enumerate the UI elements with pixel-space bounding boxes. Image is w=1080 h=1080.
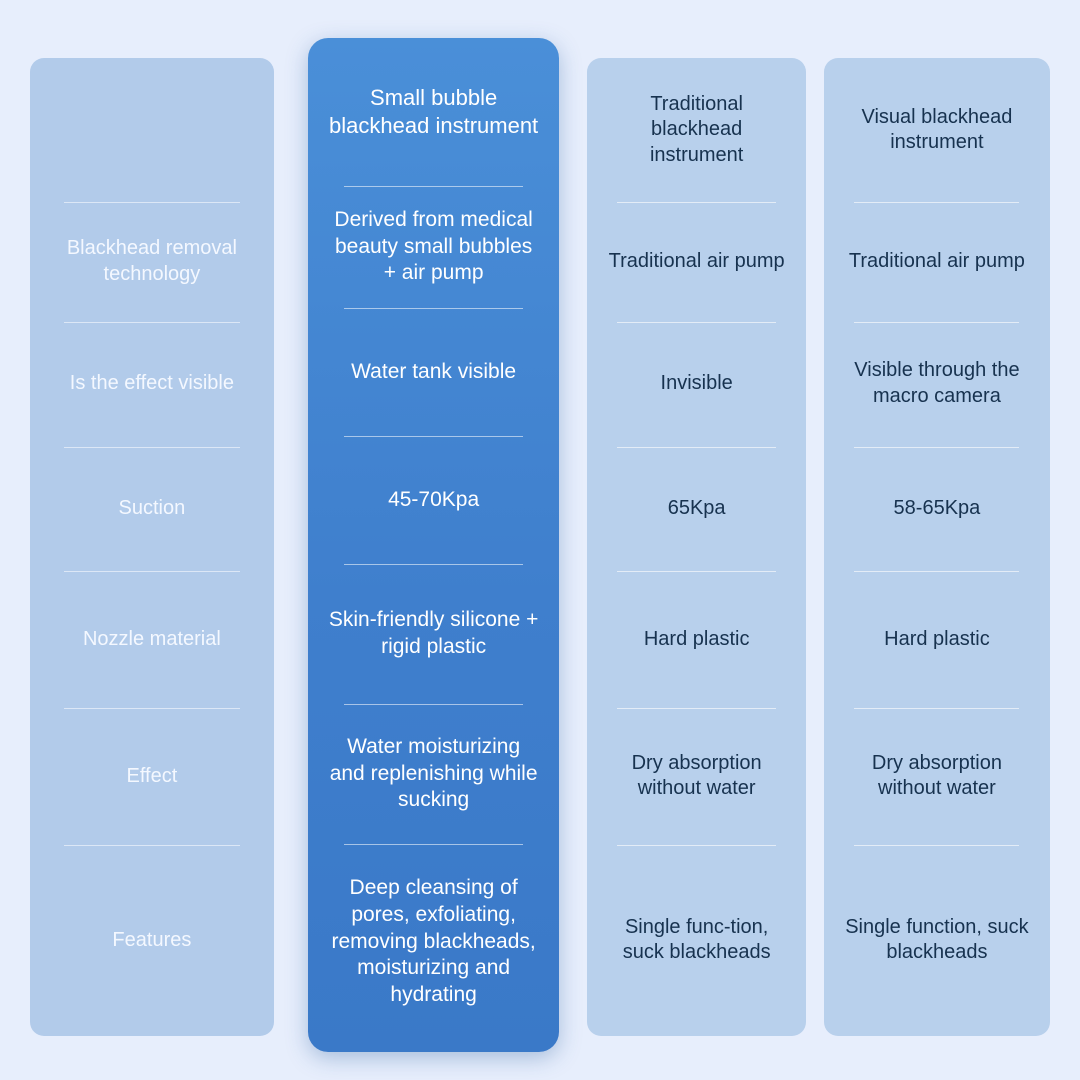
- column-header-visual-blackhead-instrument: Visual blackhead instrument: [861, 105, 1013, 154]
- column-header-small-bubble-blackhead-instrument: Small bubble blackhead instrument: [329, 84, 539, 138]
- cell-features-traditional: Single func-tion, suck blackheads: [597, 845, 795, 1036]
- row-label-suction: Suction: [42, 447, 262, 572]
- comparison-column-small-bubble-blackhead-instrument: [308, 38, 560, 1052]
- comparison-column-traditional-blackhead-instrument: [587, 58, 805, 1036]
- column-header-traditional-blackhead-instrument: Traditional blackhead instrument: [649, 92, 744, 167]
- comparison-column-labels: [30, 58, 274, 1036]
- row-label-blackhead-removal-technology: Blackhead removal technology: [42, 202, 262, 321]
- cell-technology-visual: Traditional air pump: [834, 202, 1040, 321]
- row-label-features: Features: [42, 845, 262, 1036]
- cell-technology-small-bubble: Derived from medical beauty small bubbles + air pump: [322, 186, 546, 308]
- column-header-labels: [42, 58, 262, 202]
- cell-effect-visual: Dry absorption without water: [834, 708, 1040, 845]
- row-label-nozzle-material: Nozzle material: [42, 571, 262, 708]
- cell-suction-small-bubble: 45-70Kpa: [322, 436, 546, 564]
- cell-features-visual: Single function, suck blackheads: [834, 845, 1040, 1036]
- cell-technology-traditional: Traditional air pump: [597, 202, 795, 321]
- cell-visibility-visual: Visible through the macro camera: [834, 322, 1040, 447]
- cell-visibility-traditional: Invisible: [597, 322, 795, 447]
- comparison-column-visual-blackhead-instrument: [824, 58, 1050, 1036]
- cell-features-small-bubble: Deep cleansing of pores, exfoliating, removing blackheads, moisturizing and hydrating: [322, 844, 546, 1040]
- cell-nozzle-small-bubble: Skin-friendly silicone + rigid plastic: [322, 564, 546, 704]
- row-label-effect: Effect: [42, 708, 262, 845]
- cell-effect-small-bubble: Water moisturizing and replenishing while sucking: [322, 704, 546, 844]
- cell-visibility-small-bubble: Water tank visible: [322, 308, 546, 436]
- cell-suction-visual: 58-65Kpa: [834, 447, 1040, 572]
- cell-nozzle-visual: Hard plastic: [834, 571, 1040, 708]
- cell-suction-traditional: 65Kpa: [597, 447, 795, 572]
- row-label-is-the-effect-visible: Is the effect visible: [42, 322, 262, 447]
- cell-effect-traditional: Dry absorption without water: [597, 708, 795, 845]
- cell-nozzle-traditional: Hard plastic: [597, 571, 795, 708]
